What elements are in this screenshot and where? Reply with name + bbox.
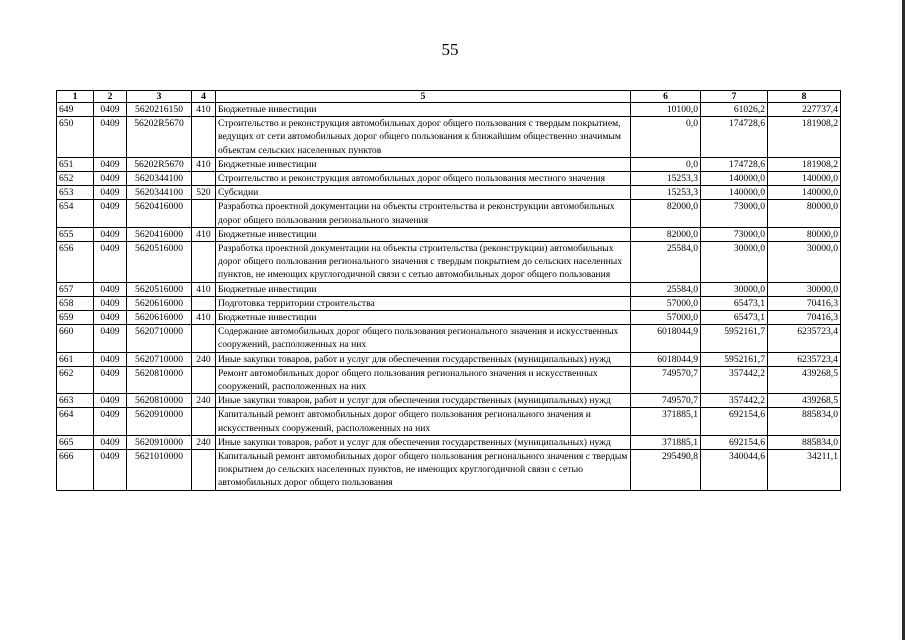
amount-col-6: 749570,7	[631, 366, 701, 393]
item-name: Разработка проектной документации на объекты строительства (реконструкции) автомобильных дорог общего пользования регионального значения с твердым покрытием до сельских населенных пунктов, не имеющих круглогодичной связи с сетью автомобильных дорог общего пользования	[216, 242, 631, 283]
item-name: Иные закупки товаров, работ и услуг для обеспечения государственных (муниципальных) нужд	[216, 352, 631, 366]
section-code: 0409	[94, 200, 127, 227]
expense-type-code	[192, 296, 216, 310]
amount-col-8: 181908,2	[768, 117, 841, 158]
expense-type-code	[192, 242, 216, 283]
article-code: 5620616000	[127, 311, 192, 325]
amount-col-7: 30000,0	[701, 282, 768, 296]
table-row	[57, 172, 841, 186]
section-code: 0409	[94, 157, 127, 171]
amount-col-7: 357442,2	[701, 394, 768, 408]
header-col-4: 4	[192, 91, 216, 103]
item-name: Ремонт автомобильных дорог общего пользования регионального значения и искусственных сооружений, расположенных на них	[216, 366, 631, 393]
row-number: 666	[57, 450, 94, 491]
row-number: 654	[57, 200, 94, 227]
expense-type-code: 240	[192, 352, 216, 366]
row-number: 660	[57, 325, 94, 352]
header-col-5: 5	[216, 91, 631, 103]
expense-type-code	[192, 366, 216, 393]
amount-col-8: 6235723,4	[768, 325, 841, 352]
amount-col-8: 227737,4	[768, 103, 841, 117]
header-col-6: 6	[631, 91, 701, 103]
amount-col-6: 82000,0	[631, 200, 701, 227]
item-name: Бюджетные инвестиции	[216, 282, 631, 296]
table-row	[57, 394, 841, 408]
article-code: 5620910000	[127, 408, 192, 435]
article-code: 5620810000	[127, 394, 192, 408]
amount-col-8: 140000,0	[768, 172, 841, 186]
article-code: 5620516000	[127, 282, 192, 296]
table-row	[57, 117, 841, 158]
section-code: 0409	[94, 296, 127, 310]
article-code: 56202R5670	[127, 117, 192, 158]
amount-col-7: 692154,6	[701, 435, 768, 449]
expense-type-code	[192, 200, 216, 227]
amount-col-7: 174728,6	[701, 157, 768, 171]
expense-type-code	[192, 172, 216, 186]
amount-col-7: 65473,1	[701, 311, 768, 325]
row-number: 657	[57, 282, 94, 296]
amount-col-7: 692154,6	[701, 408, 768, 435]
amount-col-8: 439268,5	[768, 394, 841, 408]
section-code: 0409	[94, 435, 127, 449]
article-code: 5620416000	[127, 200, 192, 227]
amount-col-6: 0,0	[631, 157, 701, 171]
amount-col-6: 371885,1	[631, 408, 701, 435]
section-code: 0409	[94, 282, 127, 296]
section-code: 0409	[94, 394, 127, 408]
article-code: 5620416000	[127, 227, 192, 241]
article-code: 5620710000	[127, 325, 192, 352]
item-name: Подготовка территории строительства	[216, 296, 631, 310]
article-code: 5621010000	[127, 450, 192, 491]
item-name: Иные закупки товаров, работ и услуг для обеспечения государственных (муниципальных) нужд	[216, 435, 631, 449]
item-name: Капитальный ремонт автомобильных дорог общего пользования регионального значения с твердым покрытием до сельских населенных пунктов, не имеющих круглогодичной связи с сетью автомобильных дорог общего пользования	[216, 450, 631, 491]
table-row	[57, 325, 841, 352]
amount-col-7: 73000,0	[701, 227, 768, 241]
amount-col-6: 82000,0	[631, 227, 701, 241]
article-code: 5620216150	[127, 103, 192, 117]
header-col-8: 8	[768, 91, 841, 103]
header-col-2: 2	[94, 91, 127, 103]
table-row	[57, 311, 841, 325]
amount-col-6: 749570,7	[631, 394, 701, 408]
row-number: 652	[57, 172, 94, 186]
amount-col-8: 30000,0	[768, 242, 841, 283]
amount-col-8: 6235723,4	[768, 352, 841, 366]
expense-type-code	[192, 325, 216, 352]
row-number: 650	[57, 117, 94, 158]
expense-type-code: 410	[192, 103, 216, 117]
amount-col-8: 181908,2	[768, 157, 841, 171]
amount-col-6: 10100,0	[631, 103, 701, 117]
row-number: 656	[57, 242, 94, 283]
amount-col-8: 439268,5	[768, 366, 841, 393]
table-row	[57, 103, 841, 117]
item-name: Содержание автомобильных дорог общего пользования регионального значения и искусственных сооружений, расположенных на них	[216, 325, 631, 352]
item-name: Строительство и реконструкция автомобильных дорог общего пользования местного значения	[216, 172, 631, 186]
table-row	[57, 408, 841, 435]
item-name: Капитальный ремонт автомобильных дорог общего пользования регионального значения и искусственных сооружений, расположенных на них	[216, 408, 631, 435]
expense-type-code: 410	[192, 282, 216, 296]
article-code: 5620344100	[127, 186, 192, 200]
table-row	[57, 366, 841, 393]
expense-type-code: 410	[192, 227, 216, 241]
section-code: 0409	[94, 172, 127, 186]
expense-type-code: 410	[192, 311, 216, 325]
article-code: 5620344100	[127, 172, 192, 186]
amount-col-7: 65473,1	[701, 296, 768, 310]
section-code: 0409	[94, 311, 127, 325]
row-number: 649	[57, 103, 94, 117]
row-number: 655	[57, 227, 94, 241]
amount-col-7: 140000,0	[701, 172, 768, 186]
section-code: 0409	[94, 408, 127, 435]
expense-type-code	[192, 408, 216, 435]
item-name: Субсидии	[216, 186, 631, 200]
expense-type-code: 520	[192, 186, 216, 200]
article-code: 5620616000	[127, 296, 192, 310]
table-row	[57, 352, 841, 366]
amount-col-6: 15253,3	[631, 172, 701, 186]
article-code: 5620810000	[127, 366, 192, 393]
amount-col-7: 174728,6	[701, 117, 768, 158]
row-number: 653	[57, 186, 94, 200]
article-code: 56202R5670	[127, 157, 192, 171]
table-row	[57, 282, 841, 296]
page-number: 55	[441, 40, 459, 59]
amount-col-6: 295490,8	[631, 450, 701, 491]
article-code: 5620710000	[127, 352, 192, 366]
amount-col-6: 57000,0	[631, 311, 701, 325]
section-code: 0409	[94, 103, 127, 117]
amount-col-7: 5952161,7	[701, 325, 768, 352]
amount-col-6: 15253,3	[631, 186, 701, 200]
expense-type-code	[192, 117, 216, 158]
table-row	[57, 450, 841, 491]
amount-col-7: 5952161,7	[701, 352, 768, 366]
table-header-row	[57, 91, 841, 103]
row-number: 658	[57, 296, 94, 310]
amount-col-7: 30000,0	[701, 242, 768, 283]
expense-type-code: 240	[192, 394, 216, 408]
section-code: 0409	[94, 325, 127, 352]
item-name: Иные закупки товаров, работ и услуг для обеспечения государственных (муниципальных) нужд	[216, 394, 631, 408]
table-row	[57, 435, 841, 449]
item-name: Разработка проектной документации на объекты строительства и реконструкции автомобильных дорог общего пользования регионального значения	[216, 200, 631, 227]
expense-type-code: 240	[192, 435, 216, 449]
row-number: 662	[57, 366, 94, 393]
amount-col-6: 6018044,9	[631, 352, 701, 366]
amount-col-8: 70416,3	[768, 311, 841, 325]
amount-col-8: 80000,0	[768, 200, 841, 227]
item-name: Бюджетные инвестиции	[216, 157, 631, 171]
amount-col-7: 357442,2	[701, 366, 768, 393]
expense-type-code: 410	[192, 157, 216, 171]
amount-col-8: 30000,0	[768, 282, 841, 296]
table-row	[57, 186, 841, 200]
amount-col-8: 34211,1	[768, 450, 841, 491]
row-number: 663	[57, 394, 94, 408]
section-code: 0409	[94, 366, 127, 393]
section-code: 0409	[94, 186, 127, 200]
amount-col-8: 885834,0	[768, 408, 841, 435]
row-number: 659	[57, 311, 94, 325]
amount-col-8: 70416,3	[768, 296, 841, 310]
amount-col-7: 140000,0	[701, 186, 768, 200]
amount-col-7: 340044,6	[701, 450, 768, 491]
section-code: 0409	[94, 242, 127, 283]
article-code: 5620516000	[127, 242, 192, 283]
header-col-3: 3	[127, 91, 192, 103]
table-row	[57, 296, 841, 310]
amount-col-6: 57000,0	[631, 296, 701, 310]
table-row	[57, 227, 841, 241]
table-row	[57, 242, 841, 283]
header-col-1: 1	[57, 91, 94, 103]
row-number: 664	[57, 408, 94, 435]
budget-table	[56, 90, 841, 491]
amount-col-6: 371885,1	[631, 435, 701, 449]
amount-col-8: 885834,0	[768, 435, 841, 449]
section-code: 0409	[94, 227, 127, 241]
amount-col-6: 25584,0	[631, 282, 701, 296]
item-name: Бюджетные инвестиции	[216, 103, 631, 117]
item-name: Бюджетные инвестиции	[216, 227, 631, 241]
amount-col-8: 80000,0	[768, 227, 841, 241]
section-code: 0409	[94, 117, 127, 158]
row-number: 661	[57, 352, 94, 366]
amount-col-7: 73000,0	[701, 200, 768, 227]
row-number: 665	[57, 435, 94, 449]
amount-col-6: 6018044,9	[631, 325, 701, 352]
section-code: 0409	[94, 352, 127, 366]
row-number: 651	[57, 157, 94, 171]
amount-col-7: 61026,2	[701, 103, 768, 117]
item-name: Бюджетные инвестиции	[216, 311, 631, 325]
table-body	[57, 103, 841, 491]
section-code: 0409	[94, 450, 127, 491]
amount-col-6: 25584,0	[631, 242, 701, 283]
header-col-7: 7	[701, 91, 768, 103]
item-name: Строительство и реконструкция автомобильных дорог общего пользования с твердым покрытием, ведущих от сети автомобильных дорог общего пользования к ближайшим общественно значимым объектам сельских населенных пунктов	[216, 117, 631, 158]
amount-col-8: 140000,0	[768, 186, 841, 200]
table-row	[57, 200, 841, 227]
article-code: 5620910000	[127, 435, 192, 449]
expense-type-code	[192, 450, 216, 491]
table-row	[57, 157, 841, 171]
amount-col-6: 0,0	[631, 117, 701, 158]
